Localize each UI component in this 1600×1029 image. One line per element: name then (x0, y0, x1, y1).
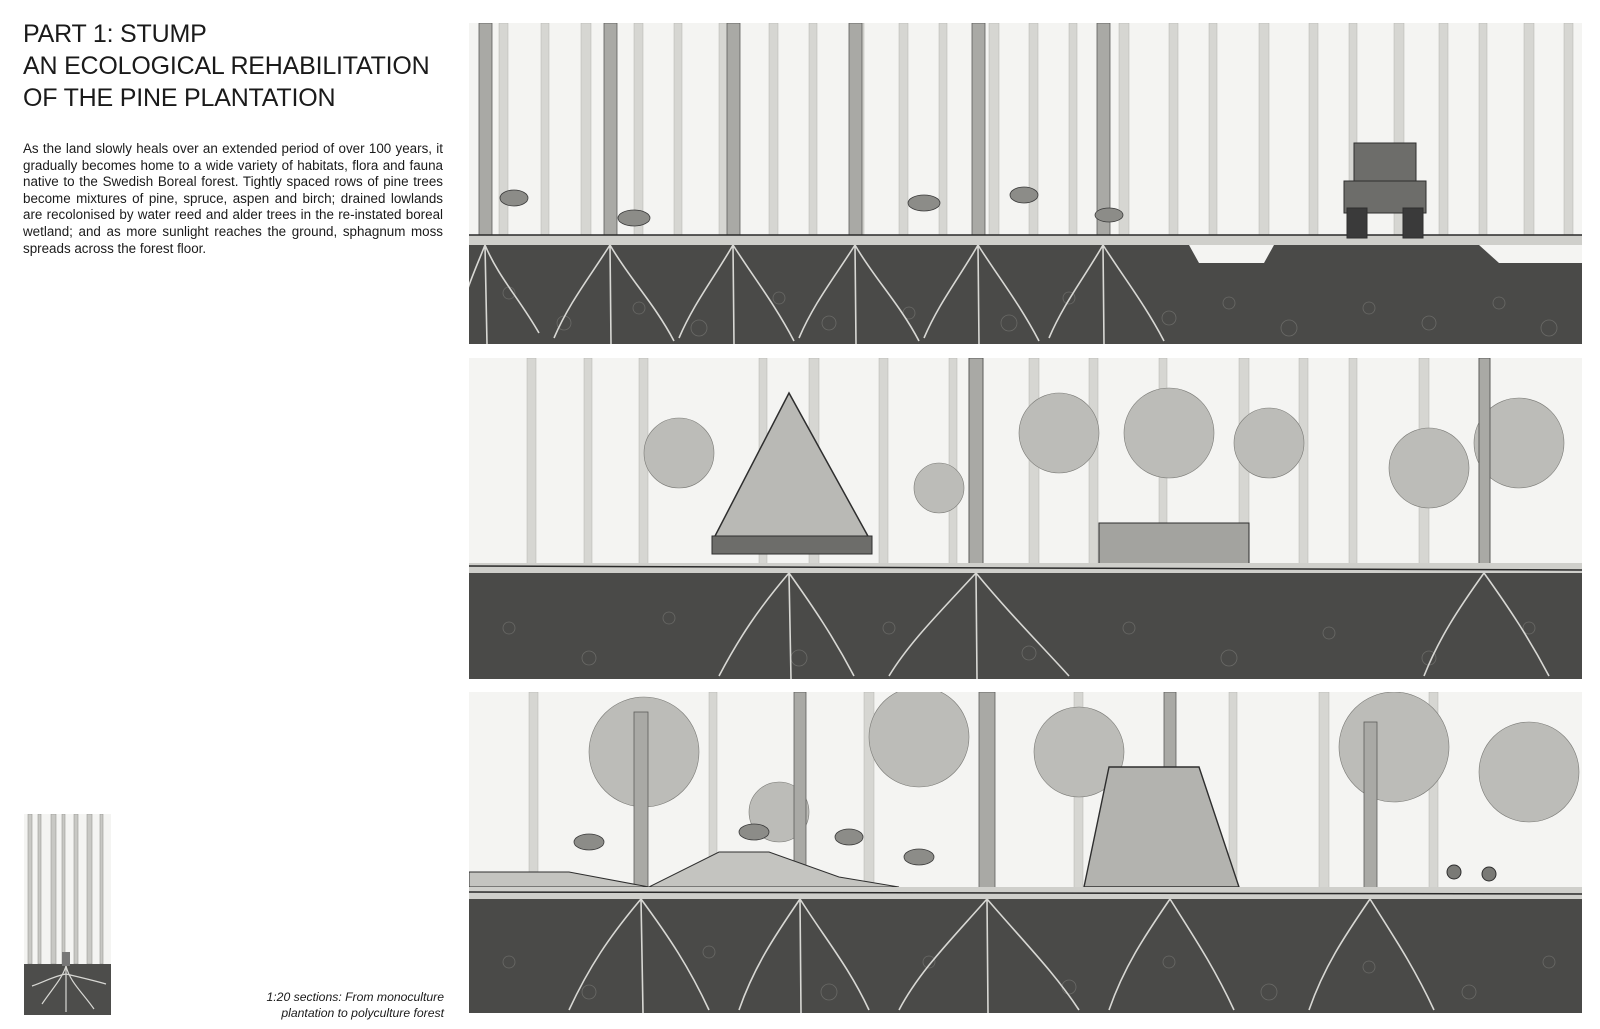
caption-line-1: 1:20 sections: From monoculture (266, 990, 444, 1004)
title-line-3: OF THE PINE PLANTATION (23, 84, 336, 112)
tractor-icon (1344, 143, 1426, 238)
raised-planter-icon (1099, 523, 1249, 568)
title-line-2: AN ECOLOGICAL REHABILITATION (23, 52, 430, 80)
caption-line-2: plantation to polyculture forest (281, 1006, 444, 1020)
stump-thumbnail-image (24, 814, 111, 1015)
title-line-1: PART 1: STUMP (23, 20, 207, 48)
section-drawing-monoculture (469, 23, 1582, 344)
monoculture-drawing-image (469, 23, 1582, 344)
section-drawing-transition (469, 358, 1582, 679)
shelter-icon (1084, 767, 1239, 887)
polyculture-drawing-image (469, 692, 1582, 1013)
transition-drawing-image (469, 358, 1582, 679)
section-caption (170, 989, 444, 1021)
a-frame-hut-icon (712, 393, 872, 554)
project-description: As the land slowly heals over an extended period of over 100 years, it gradually becomes home to a wide variety of habitats, flora and fauna native to the Swedish Boreal forest. Tightly spaced rows of pine trees become mixtures of pine, spruce, aspen and birch; drained lowlands are recolonised by water reed and alder trees in the re-instated boreal wetland; and as more sunlight reaches the ground, sphagnum moss spreads across the forest floor. (23, 141, 443, 256)
section-drawing-polyculture (469, 692, 1582, 1013)
foreground-pine-trunks (479, 23, 1110, 235)
page-title (23, 18, 443, 114)
